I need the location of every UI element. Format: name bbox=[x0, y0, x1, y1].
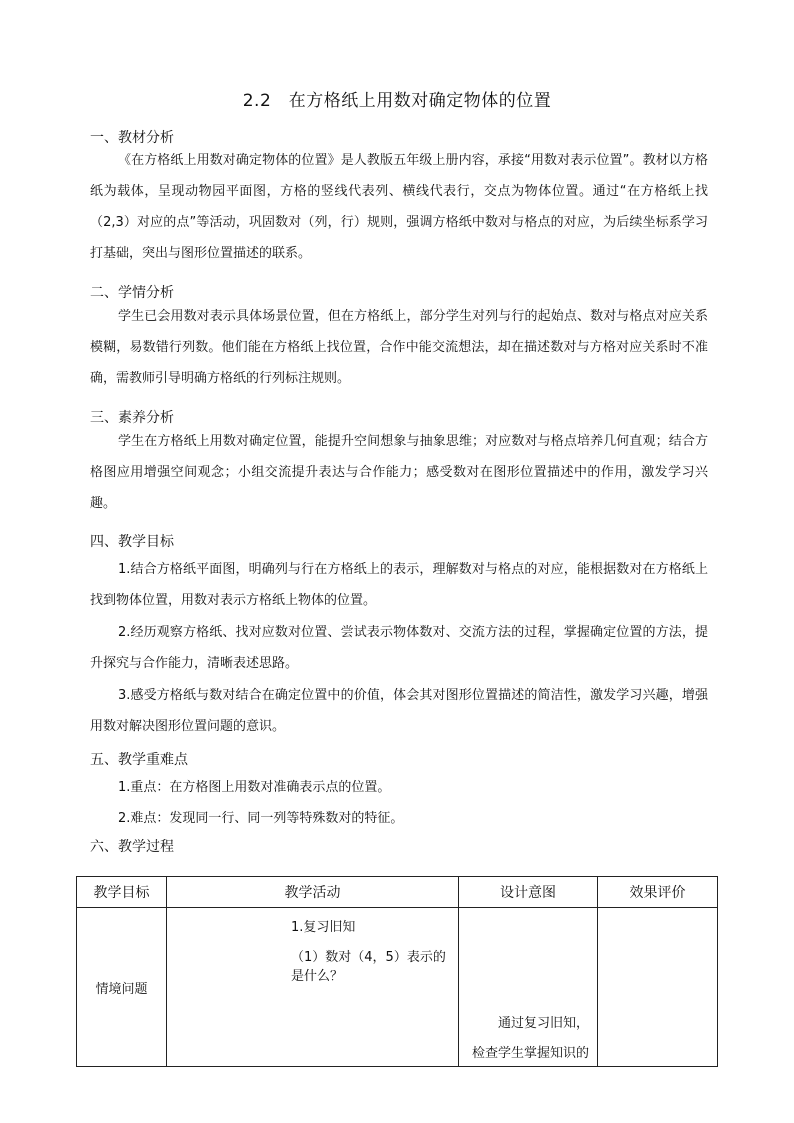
table-header-evaluation: 效果评价 bbox=[598, 877, 718, 908]
objective-item-3: 3.感受方格纸与数对结合在确定位置中的价值，体会其对图形位置描述的简洁性，激发学习兴趣，增强用数对解决图形位置问题的意识。 bbox=[90, 688, 708, 734]
document-title: 2.2 在方格纸上用数对确定物体的位置 bbox=[242, 91, 552, 111]
table-cell-intent bbox=[459, 908, 598, 1067]
key-point-item: 1.重点：在方格图上用数对准确表示点的位置。 bbox=[118, 780, 391, 795]
activity-line-1: 1.复习旧知 bbox=[291, 920, 356, 935]
objective-item-2: 2.经历观察方格纸、找对应数对位置、尝试表示物体数对、交流方法的过程，掌握确定位置的方法，提升探究与合作能力，清晰表述思路。 bbox=[90, 625, 708, 671]
table-cell-evaluation bbox=[598, 908, 718, 1067]
intent-line-1: 通过复习旧知， bbox=[497, 1016, 589, 1031]
section-heading-students: 二、学情分析 bbox=[90, 285, 174, 301]
activity-line-2: （1）数对（4，5）表示的是什么？ bbox=[291, 950, 446, 984]
section-heading-key-points: 五、教学重难点 bbox=[90, 752, 188, 768]
intent-line-2: 检查学生掌握知识的 bbox=[471, 1046, 589, 1061]
section-heading-literacy: 三、素养分析 bbox=[90, 410, 174, 426]
section-heading-objectives: 四、教学目标 bbox=[90, 534, 174, 550]
teaching-process-table bbox=[76, 876, 718, 1067]
objective-item-1: 1.结合方格纸平面图，明确列与行在方格纸上的表示，理解数对与格点的对应，能根据数对在方格纸上找到物体位置，用数对表示方格纸上物体的位置。 bbox=[90, 562, 708, 608]
section-heading-process: 六、教学过程 bbox=[90, 839, 174, 855]
table-row bbox=[77, 908, 718, 1067]
table-header-activity: 教学活动 bbox=[167, 877, 459, 908]
table-cell-activity bbox=[167, 908, 459, 1067]
table-header-goal: 教学目标 bbox=[77, 877, 167, 908]
table-header-intent: 设计意图 bbox=[459, 877, 598, 908]
section-paragraph-literacy: 学生在方格纸上用数对确定位置，能提升空间想象与抽象思维；对应数对与格点培养几何直观；结合方格图应用增强空间观念；小组交流提升表达与合作能力；感受数对在图形位置描述中的作用，激发学习兴趣。 bbox=[90, 434, 708, 511]
table-header-row bbox=[77, 877, 718, 908]
table-cell-goal: 情境问题 bbox=[77, 908, 167, 1067]
difficult-point-item: 2.难点：发现同一行、同一列等特殊数对的特征。 bbox=[118, 811, 404, 826]
section-paragraph-textbook: 《在方格纸上用数对确定物体的位置》是人教版五年级上册内容，承接“用数对表示位置”。教材以方格纸为载体，呈现动物园平面图，方格的竖线代表列、横线代表行，交点为物体位置。通过“在方格纸上找（2,3）对应的点”等活动，巩固数对（列，行）规则，强调方格纸中数对与格点的对应，为后续坐标系学习打基础，突出与图形位置描述的联系。 bbox=[90, 153, 708, 261]
section-paragraph-students: 学生已会用数对表示具体场景位置，但在方格纸上，部分学生对列与行的起始点、数对与格点对应关系模糊，易数错行列数。他们能在方格纸上找位置，合作中能交流想法，却在描述数对与方格对应关系时不准确，需教师引导明确方格纸的行列标注规则。 bbox=[90, 309, 708, 386]
section-heading-textbook: 一、教材分析 bbox=[90, 130, 174, 146]
